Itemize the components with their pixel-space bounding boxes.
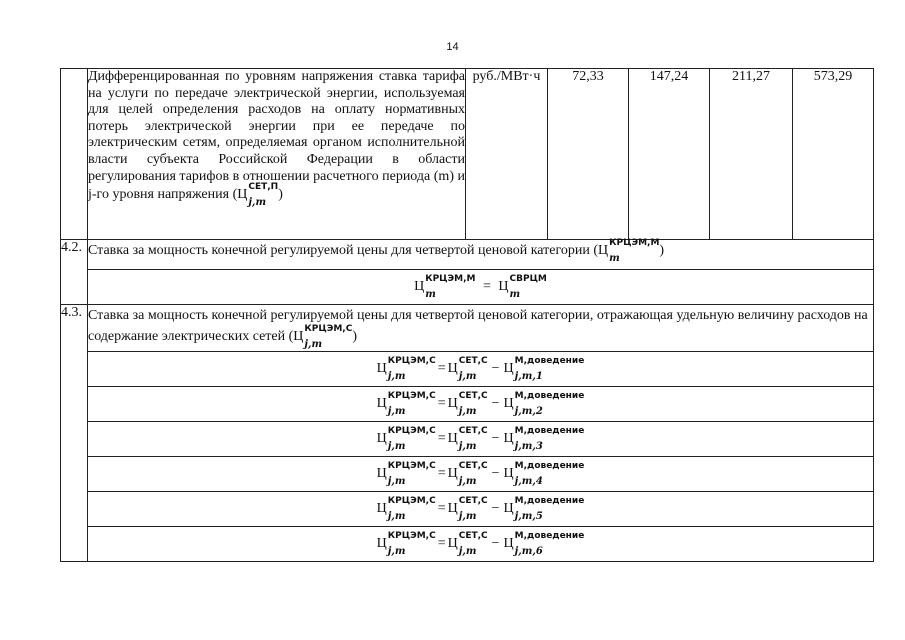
- section-title: Ставка за мощность конечной регулируемой цены для четвертой ценовой категории, отражающая удельную величину расходов на содержание электрических сетей (Ц КРЦЭМ,С j,m ): [88, 305, 874, 352]
- formula-row: [61, 422, 874, 457]
- table-row: [61, 69, 874, 240]
- value-cell: 211,27: [710, 69, 793, 240]
- formula: Ц КРЦЭМ,С j,m = Ц СЕТ,С j,m − Ц М,доведение j,m,5: [376, 496, 585, 522]
- description-text: Дифференцированная по уровням напряжения ставка тарифа на услуги по передаче электрической энергии, используемая для целей определения расходов на оплату нормативных потерь электрической энергии при ее передаче по электрическим сетям, определяемая органом исполнительной власти субъекта Российской Федерации в области регулирования тарифов в отношении расчетного периода (m) и j-го уровня напряжения (: [88, 69, 465, 203]
- formula: Ц КРЦЭМ,С j,m = Ц СЕТ,С j,m − Ц М,доведение j,m,4: [376, 461, 585, 487]
- section-header-row: [61, 305, 874, 352]
- section-title: Ставка за мощность конечной регулируемой цены для четвертой ценовой категории (Ц КРЦЭМ,М m ): [88, 240, 874, 270]
- formula-row: [61, 352, 874, 387]
- rate-description: Дифференцированная по уровням напряжения ставка тарифа на услуги по передаче электрической энергии, используемая для целей определения расходов на оплату нормативных потерь электрической энергии при ее передаче по электрическим сетям, определяемая органом исполнительной власти субъекта Российской Федерации в области регулирования тарифов в отношении расчетного периода (m) и j-го уровня напряжения (Ц СЕТ,П j,m ): [88, 69, 466, 240]
- formula-symbol: Ц СЕТ,П j,m: [237, 182, 279, 209]
- unit-cell: руб./МВт·ч: [466, 69, 548, 240]
- formula: Ц КРЦЭМ,С j,m = Ц СЕТ,С j,m − Ц М,доведение j,m,3: [376, 426, 585, 452]
- formula-row: [61, 457, 874, 492]
- section-number: 4.3.: [61, 305, 88, 562]
- formula-row: [61, 527, 874, 562]
- formula-cell: [88, 387, 874, 422]
- section-number: 4.2.: [61, 240, 88, 305]
- tariff-table: [60, 68, 874, 562]
- formula-row: [61, 492, 874, 527]
- formula-cell: [88, 270, 874, 305]
- formula: Ц КРЦЭМ,М m = Ц СВРЦМ m: [414, 274, 547, 300]
- value-cell: 72,33: [548, 69, 629, 240]
- formula-row: [61, 387, 874, 422]
- formula: Ц КРЦЭМ,С j,m = Ц СЕТ,С j,m − Ц М,доведение j,m,2: [376, 391, 585, 417]
- page-number: 14: [446, 41, 459, 53]
- formula-cell: [88, 492, 874, 527]
- row-number-cell: [61, 69, 88, 240]
- formula-cell: [88, 352, 874, 387]
- formula-cell: [88, 457, 874, 492]
- value-cell: 573,29: [793, 69, 874, 240]
- formula: Ц КРЦЭМ,С j,m = Ц СЕТ,С j,m − Ц М,доведение j,m,6: [376, 531, 585, 557]
- formula-cell: [88, 422, 874, 457]
- value-cell: 147,24: [629, 69, 710, 240]
- formula-cell: [88, 527, 874, 562]
- formula: Ц КРЦЭМ,С j,m = Ц СЕТ,С j,m − Ц М,доведение j,m,1: [376, 356, 585, 382]
- section-header-row: [61, 240, 874, 270]
- formula-row: [61, 270, 874, 305]
